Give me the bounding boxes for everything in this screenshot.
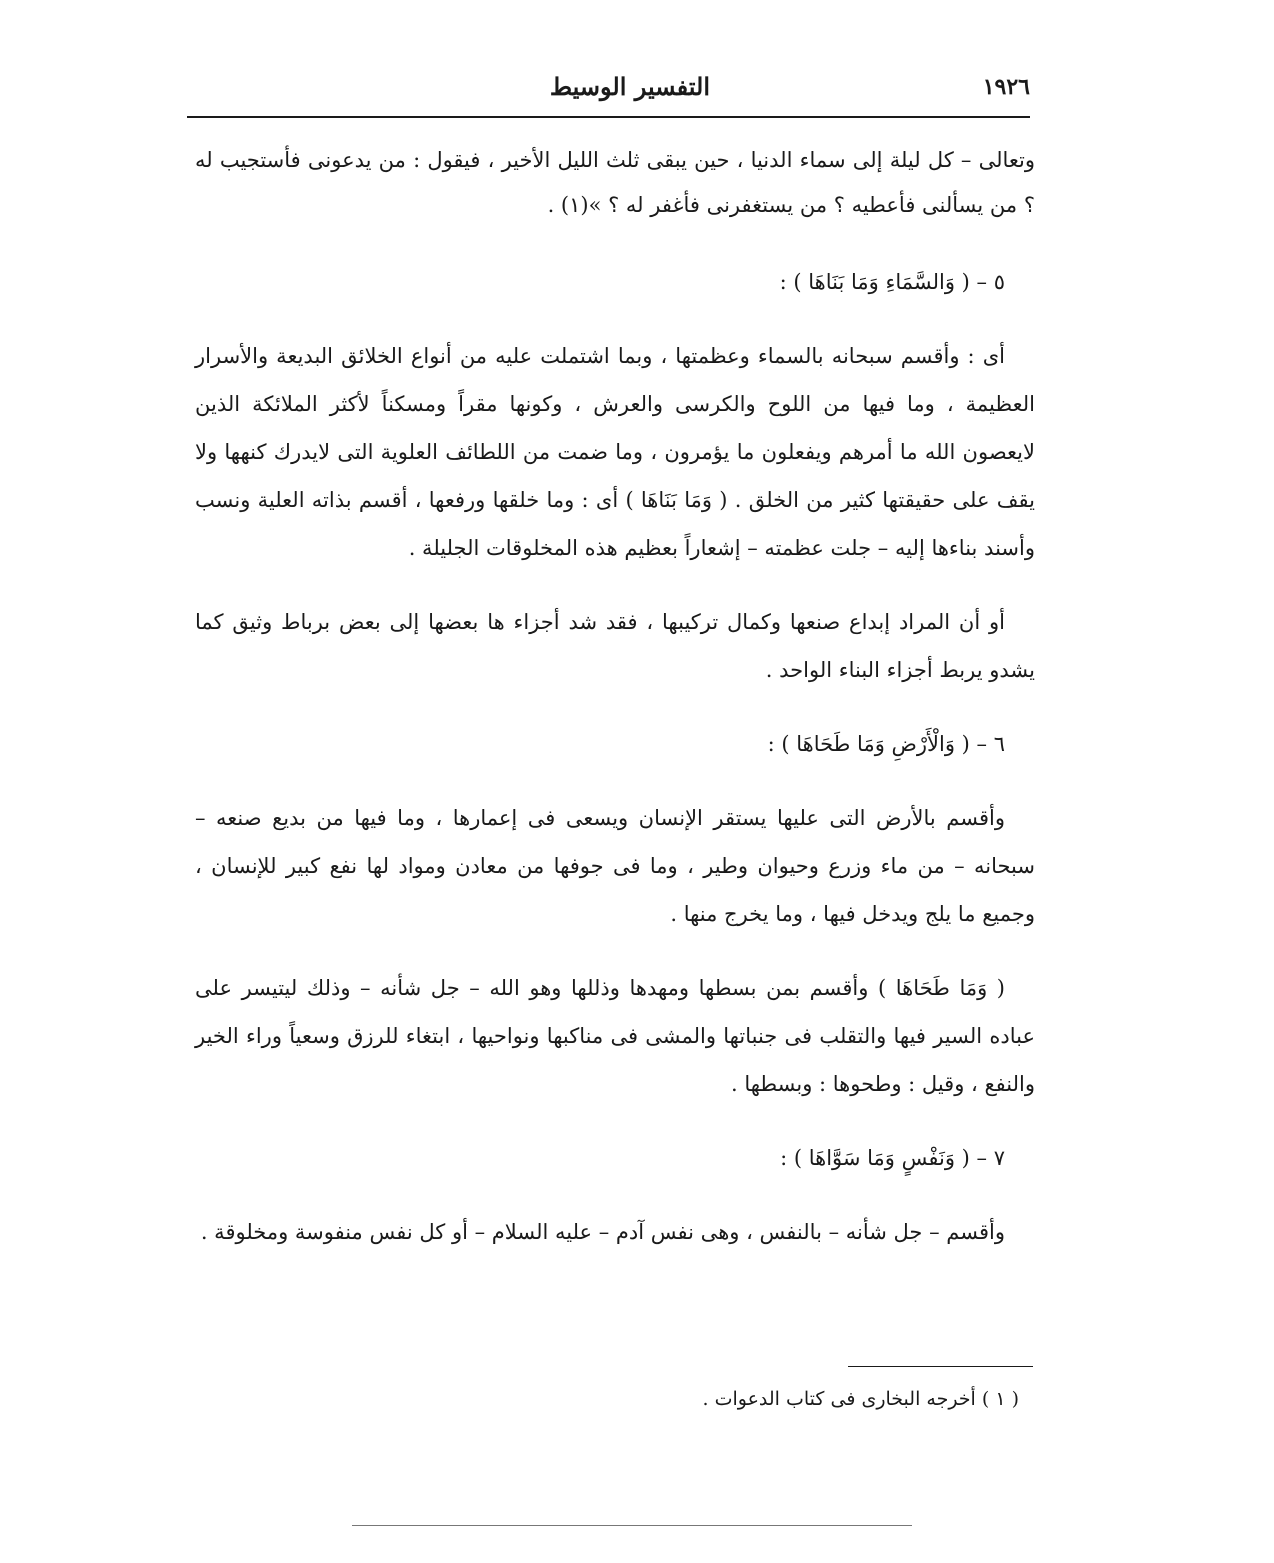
page-number: ١٩٢٦: [982, 74, 1030, 100]
verse-5-commentary-continued: أو أن المراد إبداع صنعها وكمال تركيبها ، فقد شد أجزاء ها بعضها إلى بعض برباط وثيق كما يشدو يربط أجزاء البناء الواحد .: [195, 610, 1035, 682]
page-header: [187, 70, 1030, 118]
verse-5-heading: ٥ – ( وَالسَّمَاءِ وَمَا بَنَاهَا ) :: [779, 270, 1005, 294]
page-body: [195, 138, 1035, 1282]
verse-6-heading: ٦ – ( وَالْأَرْضِ وَمَا طَحَاهَا ) :: [767, 732, 1005, 756]
verse-6-commentary-continued: ( وَمَا طَحَاهَا ) وأقسم بمن بسطها ومهدها وذللها وهو الله – جل شأنه – وذلك ليتيسر على عباده السير فيها والتقلب فى جنباتها والمشى فى مناكبها ونواحيها ، ابتغاء للرزق وسعياً وراء الخير والنفع ، وقيل : وطحوها : وبسطها .: [195, 976, 1035, 1096]
verse-7-commentary: وأقسم – جل شأنه – بالنفس ، وهى نفس آدم – عليه السلام – أو كل نفس منفوسة ومخلوقة .: [200, 1220, 1005, 1244]
footnote: ( ١ ) أخرجه البخارى فى كتاب الدعوات .: [702, 1388, 1019, 1410]
book-title: التفسير الوسيط: [549, 72, 710, 101]
verse-6-commentary: وأقسم بالأرض التى عليها يستقر الإنسان ويسعى فى إعمارها ، وما فيها من بديع صنعه – سبحانه – من ماء وزرع وحيوان وطير ، وما فى جوفها من معادن ومواد لها نفع كبير للإنسان ، وجميع ما يلج ويدخل فيها ، وما يخرج منها .: [195, 806, 1035, 926]
verse-5-commentary: أى : وأقسم سبحانه بالسماء وعظمتها ، وبما اشتملت عليه من أنواع الخلائق البديعة والأسرار العظيمة ، وما فيها من اللوح والكرسى والعرش ، وكونها مقراً ومسكناً لأكثر الملائكة الذين لايعصون الله ما أمرهم ويفعلون ما يؤمرون ، وما ضمت من اللطائف العلوية التى لايدرك كنهها ولا يقف على حقيقتها كثير من الخلق . ( وَمَا بَنَاهَا ) أى : وما خلقها ورفعها ، أقسم بذاته العلية ونسب وأسند بناءها إليه – جلت عظمته – إشعاراً بعظيم هذه المخلوقات الجليلة .: [195, 344, 1035, 560]
intro-paragraph: وتعالى – كل ليلة إلى سماء الدنيا ، حين يبقى ثلث الليل الأخير ، فيقول : من يدعونى فأستجيب له ؟ من يسألنى فأعطيه ؟ من يستغفرنى فأغفر له ؟ »(١) .: [195, 148, 1035, 217]
footnote-divider: [848, 1366, 1033, 1367]
bottom-divider: [352, 1525, 912, 1526]
verse-7-heading: ٧ – ( وَنَفْسٍ وَمَا سَوَّاهَا ) :: [780, 1146, 1005, 1170]
